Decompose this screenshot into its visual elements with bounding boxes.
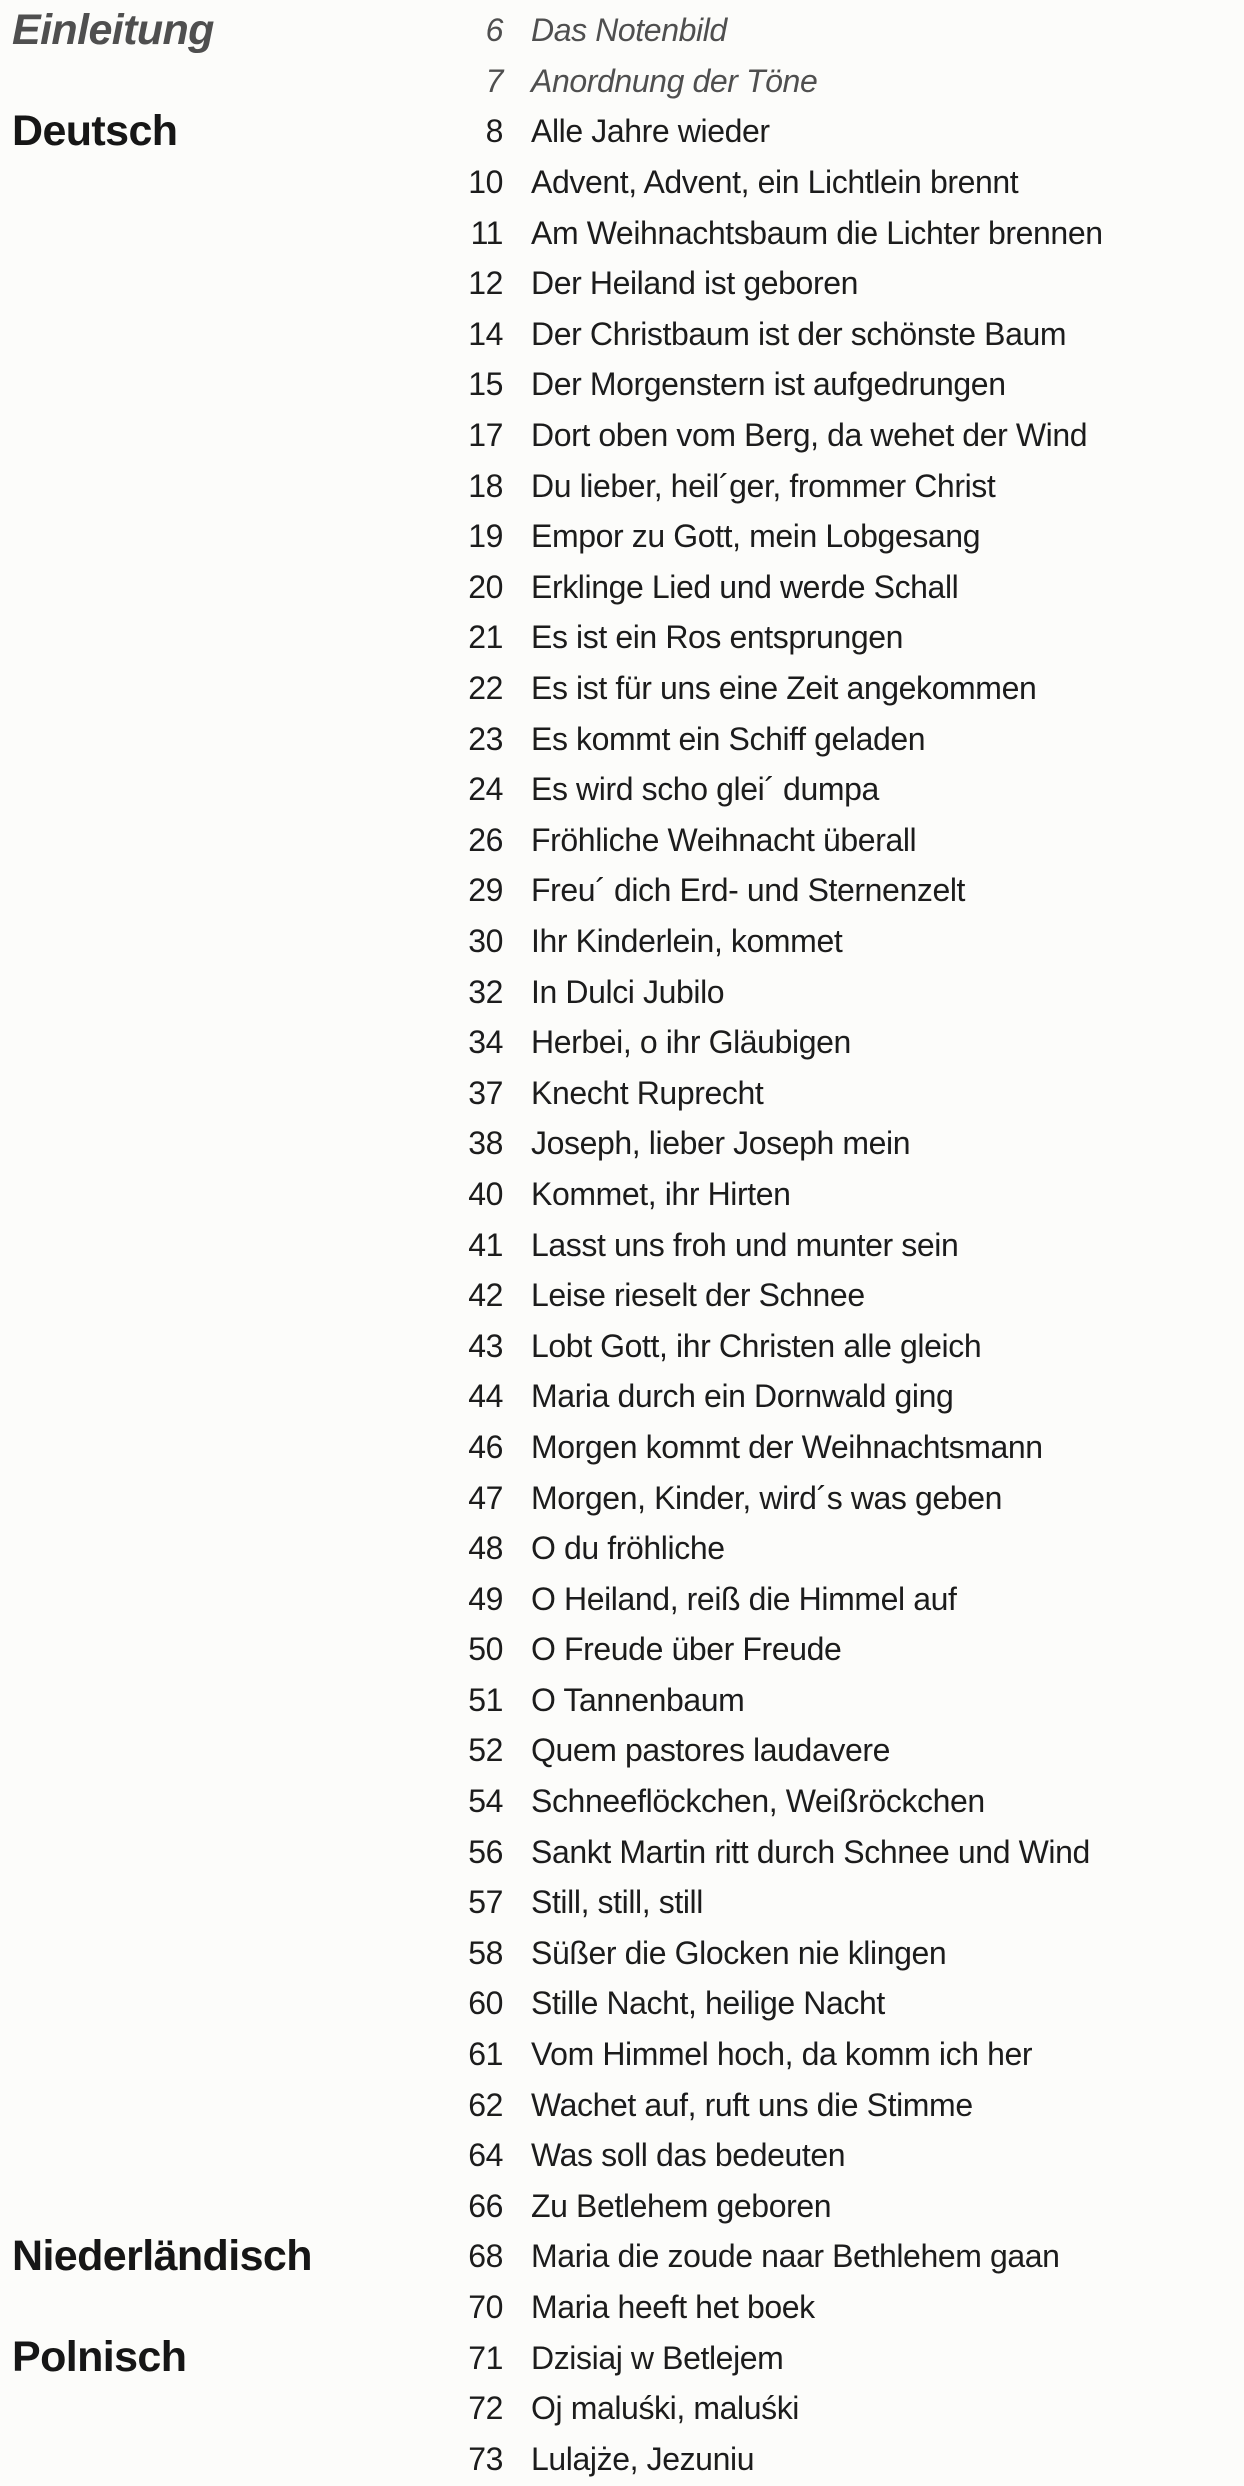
entry-page-number: 50 (468, 1631, 503, 1668)
entry-page-number: 42 (468, 1277, 503, 1314)
toc-row (12, 410, 1244, 461)
toc-row (12, 1978, 1244, 2029)
section-label: Polnisch (12, 2333, 187, 2382)
toc-row (12, 562, 1244, 613)
entry-page-number: 21 (468, 619, 503, 656)
entry-title: Herbei, o ihr Gläubigen (531, 1024, 851, 1061)
toc-row (12, 1169, 1244, 1220)
toc-row (12, 612, 1244, 663)
toc-row (12, 764, 1244, 815)
toc-row (12, 865, 1244, 916)
toc-row (12, 2383, 1244, 2434)
entry-title: Lobt Gott, ihr Christen alle gleich (531, 1327, 982, 1364)
entry-page-number: 51 (468, 1681, 503, 1718)
entry-title: Anordnung der Töne (531, 62, 818, 99)
entry-page-number: 14 (468, 315, 503, 352)
entry-title: Der Heiland ist geboren (531, 265, 858, 302)
entry-title: Joseph, lieber Joseph mein (531, 1125, 911, 1162)
entry-page-number: 17 (468, 417, 503, 454)
entry-page-number: 48 (468, 1530, 503, 1567)
entry-title: Wachet auf, ruft uns die Stimme (531, 2086, 973, 2123)
section-label: Einleitung (12, 5, 214, 54)
entry-title: O Tannenbaum (531, 1681, 745, 1718)
entry-page-number: 11 (470, 214, 503, 251)
toc-row (12, 5, 1244, 56)
toc-row (12, 2231, 1244, 2282)
toc-row (12, 663, 1244, 714)
entry-title: Morgen kommt der Weihnachtsmann (531, 1428, 1043, 1465)
entry-title: O Freude über Freude (531, 1631, 842, 1668)
entry-title: Erklinge Lied und werde Schall (531, 568, 959, 605)
toc-row (12, 1776, 1244, 1827)
toc-row (12, 966, 1244, 1017)
entry-page-number: 24 (468, 771, 503, 808)
entry-title: Das Notenbild (531, 12, 727, 49)
entry-page-number: 46 (468, 1428, 503, 1465)
entry-title: Schneeflöckchen, Weißröckchen (531, 1783, 985, 1820)
entry-page-number: 32 (468, 973, 503, 1010)
entry-page-number: 44 (468, 1378, 503, 1415)
toc-row (12, 1067, 1244, 1118)
entry-title: Dzisiaj w Betlejem (531, 2339, 784, 2376)
entry-page-number: 43 (468, 1327, 503, 1364)
toc-row (12, 309, 1244, 360)
entry-page-number: 40 (468, 1175, 503, 1212)
entry-title: Süßer die Glocken nie klingen (531, 1934, 947, 1971)
entry-title: Es ist ein Ros entsprungen (531, 619, 904, 656)
entry-page-number: 52 (468, 1732, 503, 1769)
entry-title: Maria durch ein Dornwald ging (531, 1378, 954, 1415)
entry-page-number: 22 (468, 670, 503, 707)
toc-row (12, 1320, 1244, 1371)
entry-page-number: 62 (468, 2086, 503, 2123)
toc-row (12, 1928, 1244, 1979)
toc-row (12, 713, 1244, 764)
entry-title: Es ist für uns eine Zeit angekommen (531, 670, 1037, 707)
entry-title: Knecht Ruprecht (531, 1074, 764, 1111)
entry-title: In Dulci Jubilo (531, 973, 725, 1010)
entry-title: Was soll das bedeuten (531, 2137, 846, 2174)
toc-row (12, 1826, 1244, 1877)
toc-row (12, 916, 1244, 967)
entry-page-number: 64 (468, 2137, 503, 2174)
entry-page-number: 60 (468, 1985, 503, 2022)
entry-title: O Heiland, reiß die Himmel auf (531, 1580, 957, 1617)
toc-row (12, 207, 1244, 258)
entry-page-number: 54 (468, 1783, 503, 1820)
toc-row (12, 258, 1244, 309)
entry-page-number: 23 (468, 720, 503, 757)
entry-title: Advent, Advent, ein Lichtlein brennt (531, 164, 1019, 201)
entry-page-number: 70 (468, 2289, 503, 2326)
entry-title: Der Morgenstern ist aufgedrungen (531, 366, 1006, 403)
entry-page-number: 26 (468, 821, 503, 858)
toc-row (12, 2029, 1244, 2080)
toc-row (12, 1472, 1244, 1523)
toc-row (12, 1573, 1244, 1624)
toc-row (12, 359, 1244, 410)
toc-row (12, 56, 1244, 107)
entry-page-number: 71 (468, 2339, 503, 2376)
toc-row (12, 2332, 1244, 2383)
entry-title: Du lieber, heil´ger, frommer Christ (531, 467, 996, 504)
entry-page-number: 57 (468, 1884, 503, 1921)
toc-row (12, 1523, 1244, 1574)
toc-row (12, 1877, 1244, 1928)
toc-row (12, 2130, 1244, 2181)
entry-page-number: 56 (468, 1833, 503, 1870)
toc-row (12, 511, 1244, 562)
entry-page-number: 66 (468, 2187, 503, 2224)
entry-title: Ihr Kinderlein, kommet (531, 922, 843, 959)
toc-row (12, 106, 1244, 157)
toc-row (12, 1017, 1244, 1068)
toc-row (12, 2079, 1244, 2130)
entry-page-number: 41 (468, 1226, 503, 1263)
entry-title: Alle Jahre wieder (531, 113, 770, 150)
entry-page-number: 30 (468, 922, 503, 959)
toc-row (12, 1270, 1244, 1321)
entry-title: Stille Nacht, heilige Nacht (531, 1985, 885, 2022)
entry-title: Der Christbaum ist der schönste Baum (531, 315, 1067, 352)
toc-row (12, 1219, 1244, 1270)
section-label: Deutsch (12, 106, 178, 155)
entry-title: Am Weihnachtsbaum die Lichter brennen (531, 214, 1103, 251)
entry-title: Leise rieselt der Schnee (531, 1277, 865, 1314)
entry-page-number: 10 (468, 164, 503, 201)
toc-row (12, 1725, 1244, 1776)
entry-page-number: 12 (468, 265, 503, 302)
entry-title: Dort oben vom Berg, da wehet der Wind (531, 417, 1088, 454)
entry-page-number: 38 (468, 1125, 503, 1162)
entry-title: Empor zu Gott, mein Lobgesang (531, 518, 981, 555)
entry-title: Lasst uns froh und munter sein (531, 1226, 959, 1263)
entry-title: Kommet, ihr Hirten (531, 1175, 791, 1212)
entry-page-number: 47 (468, 1479, 503, 1516)
section-label: Niederländisch (12, 2231, 312, 2280)
entry-page-number: 7 (485, 62, 503, 99)
entry-title: Maria heeft het boek (531, 2289, 815, 2326)
entry-title: Lulajże, Jezuniu (531, 2440, 755, 2477)
toc-row (12, 1371, 1244, 1422)
toc-row (12, 2181, 1244, 2232)
toc-row (12, 157, 1244, 208)
entry-page-number: 49 (468, 1580, 503, 1617)
entry-title: Zu Betlehem geboren (531, 2187, 832, 2224)
toc-row (12, 2282, 1244, 2333)
entry-title: Still, still, still (531, 1884, 703, 1921)
toc-row (12, 1422, 1244, 1473)
entry-title: Oj maluśki, maluśki (531, 2390, 800, 2427)
entry-page-number: 37 (468, 1074, 503, 1111)
entry-page-number: 18 (468, 467, 503, 504)
entry-page-number: 19 (468, 518, 503, 555)
entry-page-number: 73 (468, 2440, 503, 2477)
entry-title: Sankt Martin ritt durch Schnee und Wind (531, 1833, 1090, 1870)
toc-row (12, 1118, 1244, 1169)
entry-title: Vom Himmel hoch, da komm ich her (531, 2036, 1033, 2073)
entry-title: Fröhliche Weihnacht überall (531, 821, 917, 858)
toc-row (12, 815, 1244, 866)
toc-row (12, 2434, 1244, 2485)
entry-page-number: 34 (468, 1024, 503, 1061)
entry-title: Es wird scho glei´ dumpa (531, 771, 879, 808)
toc-row (12, 1624, 1244, 1675)
entry-page-number: 72 (468, 2390, 503, 2427)
entry-page-number: 6 (485, 12, 503, 49)
entry-page-number: 61 (468, 2036, 503, 2073)
toc-row (12, 460, 1244, 511)
entry-page-number: 20 (468, 568, 503, 605)
entry-title: Freu´ dich Erd- und Sternenzelt (531, 872, 966, 909)
toc-row (12, 1675, 1244, 1726)
entry-page-number: 68 (468, 2238, 503, 2275)
entry-title: O du fröhliche (531, 1530, 725, 1567)
entry-page-number: 8 (485, 113, 503, 150)
entry-title: Es kommt ein Schiff geladen (531, 720, 926, 757)
entry-page-number: 58 (468, 1934, 503, 1971)
entry-title: Maria die zoude naar Bethlehem gaan (531, 2238, 1060, 2275)
entry-page-number: 29 (468, 872, 503, 909)
entry-page-number: 15 (468, 366, 503, 403)
entry-title: Quem pastores laudavere (531, 1732, 891, 1769)
entry-title: Morgen, Kinder, wird´s was geben (531, 1479, 1002, 1516)
